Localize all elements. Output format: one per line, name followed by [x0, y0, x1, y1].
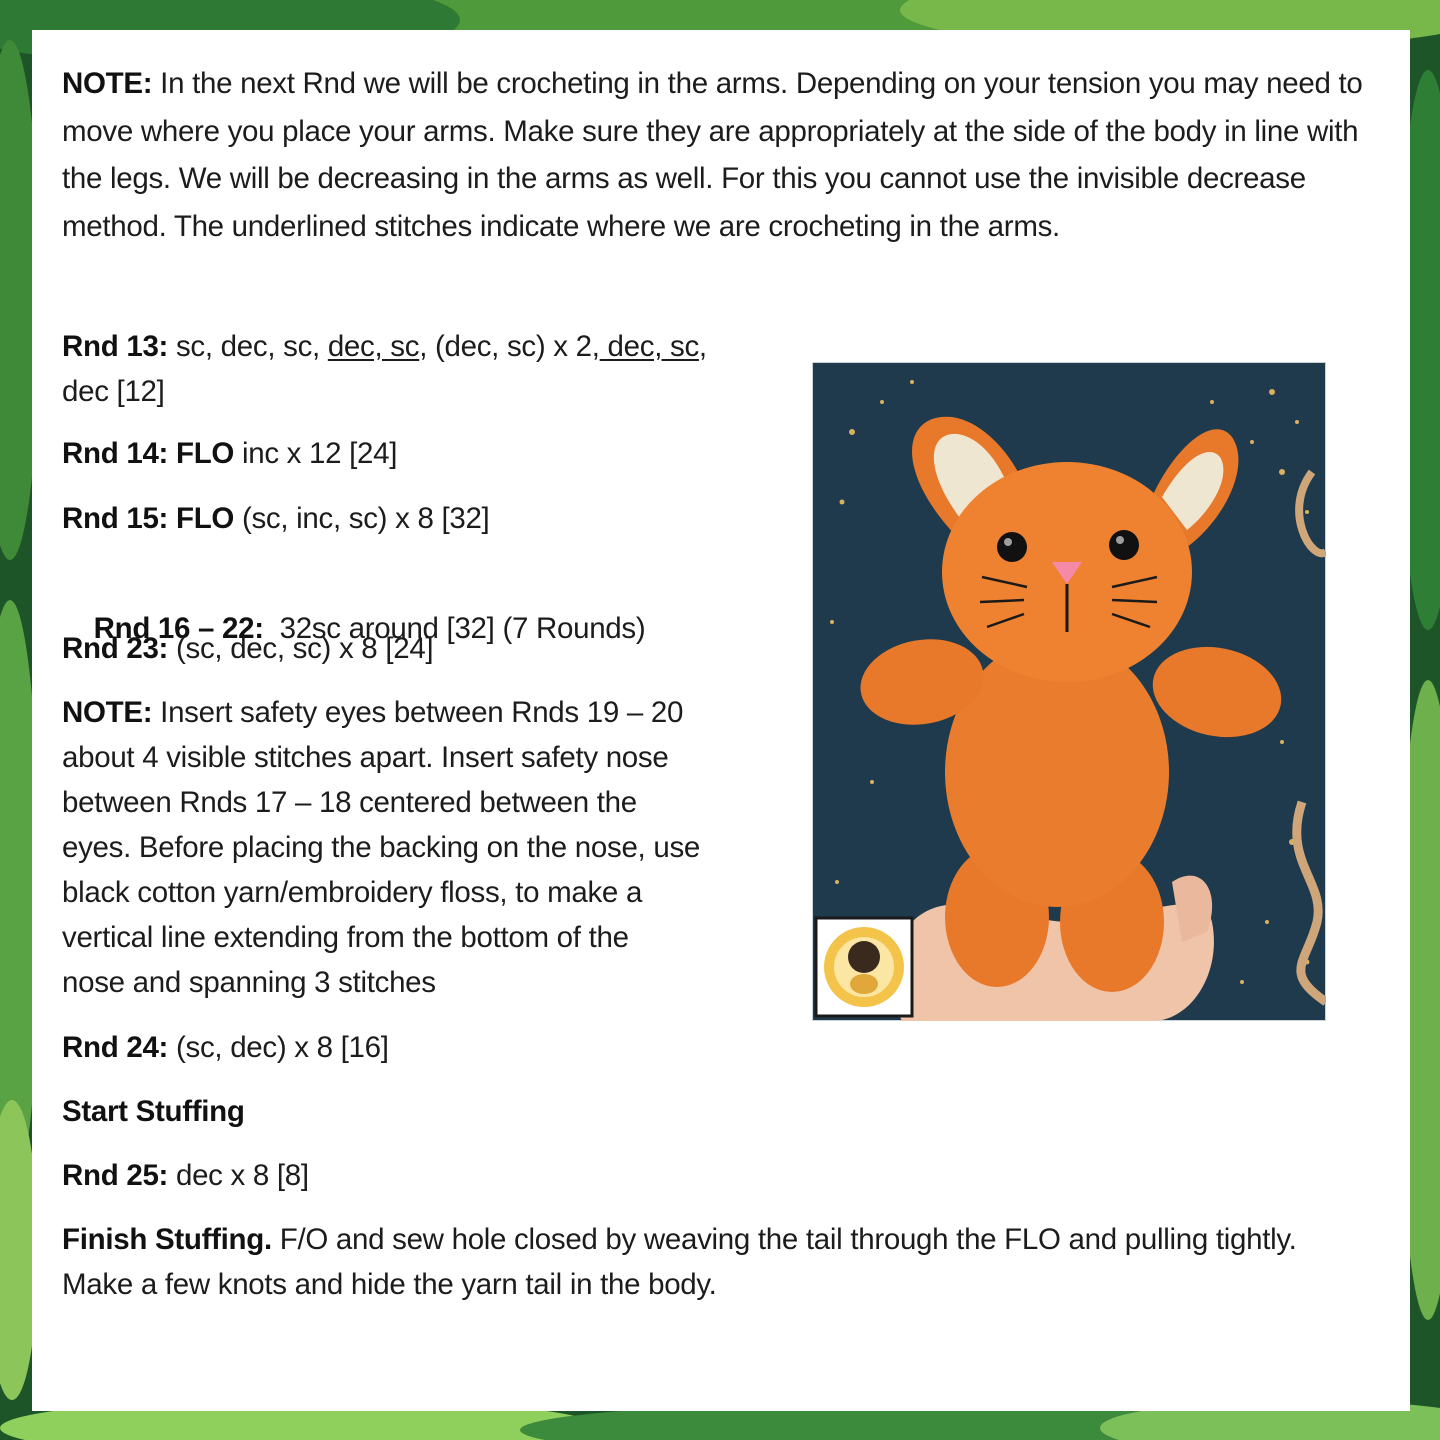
rnd-13-part: , [698, 330, 707, 363]
rnd-13-part: dec [12] [62, 375, 165, 408]
rnd-13 [62, 324, 762, 414]
finish-stuffing-text: F/O and sew hole closed by weaving the tail through the FLO and pulling tightly. Make a few knots and hide the yarn tail in the body. [62, 1223, 1297, 1301]
rnd-14 [62, 431, 397, 476]
rnd-15 [62, 496, 489, 541]
eyes-note-line: nose and spanning 3 stitches [62, 966, 436, 999]
pattern-page [32, 30, 1410, 1411]
finish-stuffing-label: Finish Stuffing. [62, 1223, 272, 1256]
rnd-23-label: Rnd 23: [62, 632, 169, 665]
eyes-note-line: vertical line extending from the bottom of the [62, 921, 629, 954]
arms-note [62, 60, 1382, 250]
finish-stuffing [62, 1217, 1362, 1307]
rnd-15-text: (sc, inc, sc) x 8 [32] [234, 502, 490, 535]
note-label: NOTE: [62, 67, 153, 100]
eyes-note-line: eyes. Before placing the backing on the nose, use [62, 831, 701, 864]
eyes-note [62, 690, 762, 1005]
rnd-14-text: inc x 12 [24] [234, 437, 398, 470]
rnd-23 [62, 626, 433, 671]
rnd-24 [62, 1025, 389, 1070]
rnd-16-22-label: Rnd 16 – 22: [93, 612, 264, 645]
rnd-13-part: , (dec, sc) x 2, [419, 330, 600, 363]
arms-note-text: In the next Rnd we will be crocheting in the arms. Depending on your tension you may need to move where you place your arms. Make sure they are appropriately at the side of the body in line with the legs. We will be decreasing in the arms as well. For this you cannot use the invisible decrease method. The underlined stitches indicate where we are crocheting in the arms. [62, 67, 1363, 243]
eyes-note-line: about 4 visible stitches apart. Insert safety nose [62, 741, 669, 774]
rnd-23-text: (sc, dec, sc) x 8 [24] [168, 632, 434, 665]
eyes-note-line: Insert safety eyes between Rnds 19 – 20 [152, 696, 684, 729]
rnd-13-part: sc, dec, sc, [168, 330, 328, 363]
eyes-note-line: between Rnds 17 – 18 centered between the [62, 786, 637, 819]
rnd-14-label: Rnd 14: FLO [62, 437, 235, 470]
rnd-15-label: Rnd 15: FLO [62, 502, 235, 535]
rnd-25-text: dec x 8 [8] [168, 1159, 309, 1192]
rnd-24-label: Rnd 24: [62, 1031, 169, 1064]
rnd-13-underlined-arm: dec, sc [327, 330, 420, 363]
note-label: NOTE: [62, 696, 153, 729]
start-stuffing-label: Start Stuffing [62, 1095, 245, 1128]
rnd-25 [62, 1153, 309, 1198]
rnd-13-label: Rnd 13: [62, 330, 169, 363]
cat-amigurumi-photo [812, 362, 1326, 1021]
start-stuffing [62, 1089, 245, 1134]
rnd-25-label: Rnd 25: [62, 1159, 169, 1192]
rnd-16-22-text: 32sc around [32] (7 Rounds) [263, 612, 646, 645]
rnd-24-text: (sc, dec) x 8 [16] [168, 1031, 389, 1064]
rnd-13-underlined-arm: dec, sc [599, 330, 699, 363]
eyes-note-line: black cotton yarn/embroidery floss, to make a [62, 876, 643, 909]
